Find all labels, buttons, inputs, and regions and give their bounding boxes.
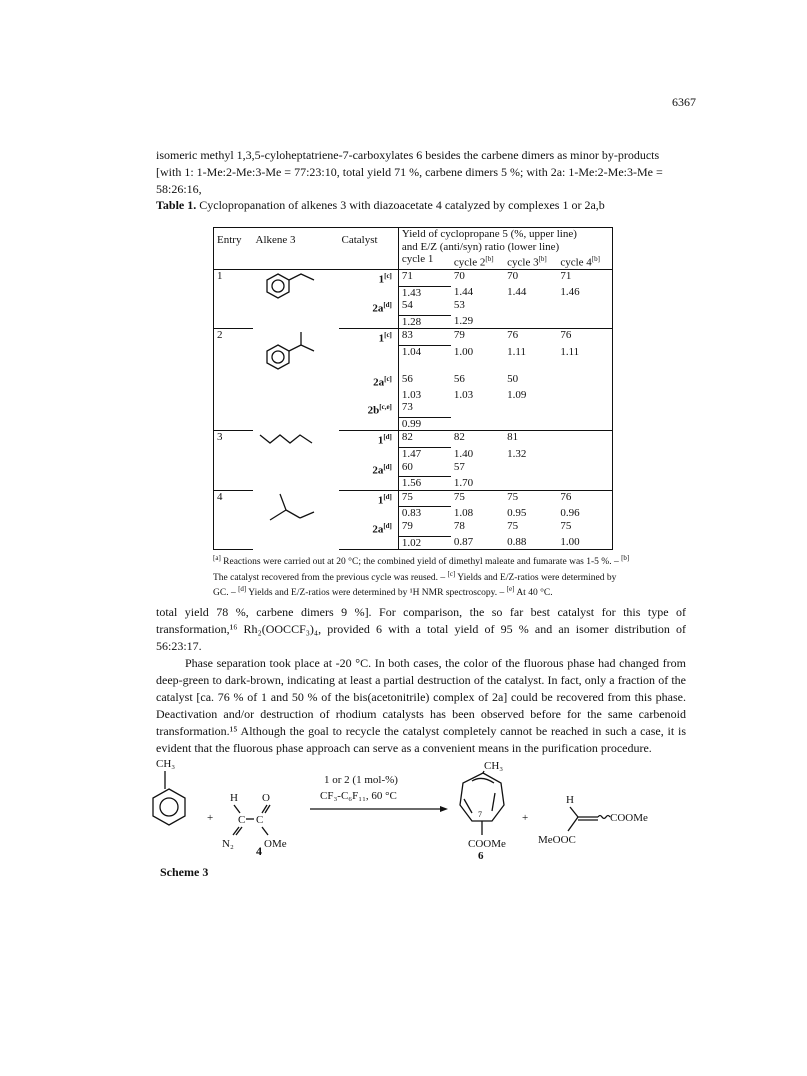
scheme-3-diagram	[150, 755, 670, 860]
plus-sign-1: +	[207, 812, 214, 824]
ratio-value: 0.87	[451, 536, 504, 550]
entry-number: 2	[214, 329, 253, 346]
hydrogen-label: H	[230, 792, 238, 804]
header-cycle-1: cycle 1	[398, 253, 451, 270]
yield-value: 83	[401, 329, 413, 342]
yield-value: 75	[453, 490, 465, 503]
header-yield-line2: and E/Z (anti/syn) ratio (lower line)	[398, 241, 612, 254]
header-cycle-2: cycle 2[b]	[451, 253, 504, 270]
condition-catalyst: 1 or 2 (1 mol-%)	[324, 774, 398, 786]
catalyst-label: 2a[d]	[339, 299, 399, 315]
yield-value: 70	[453, 270, 465, 283]
paragraph-1: isomeric methyl 1,3,5-cyloheptatriene-7-carboxylates 6 besides the carbene dimers as minor by-products [with 1: 1-Me:2-Me:3-Me = 77:23:10, total yield 71 %, carbene dimers 5 %; with 2a: 1-Me:2-Me:3-Me = 58:26:16,	[156, 148, 663, 196]
header-catalyst: Catalyst	[339, 228, 399, 254]
ratio-value: 1.32	[507, 447, 527, 460]
yield-value: 60	[401, 460, 413, 473]
table-footnotes: [a] Reactions were carried out at 20 °C; the combined yield of dimethyl maleate and fumarate was 1-5 %. – [b] The catalyst recovered from the previous cycle was reused. – [c] Yields and E/Z-ratios were determined by GC. – [d] Yields and E/Z-ratios were determined by ¹H NMR spectroscopy. – [e] At 40 °C.	[213, 554, 630, 599]
ratio-value: 1.70	[451, 477, 504, 491]
alkene-hexene	[253, 431, 339, 490]
yield-value: 71	[401, 270, 413, 283]
ratio-value: 0.96	[557, 507, 612, 520]
ratio-value: 1.00	[453, 345, 474, 358]
methylbutene-structure	[256, 490, 326, 530]
header-alkene: Alkene 3	[253, 228, 339, 254]
ratio-value: 1.11	[557, 346, 612, 359]
ratio-value: 1.00	[557, 536, 612, 550]
plus-sign-2: +	[522, 812, 529, 824]
arrow-head-icon	[440, 806, 448, 812]
table-row	[214, 490, 613, 507]
methyl-label: CH₃	[156, 758, 176, 770]
catalyst-label: 1[d]	[339, 431, 399, 448]
ratio-value: 1.40	[453, 447, 474, 460]
ratio-value: 1.29	[451, 315, 504, 329]
yield-value: 71	[557, 270, 612, 287]
table-row	[214, 431, 613, 448]
entry-number: 3	[214, 431, 253, 448]
yield-value: 76	[557, 490, 612, 507]
alkene-methylstyrene	[253, 329, 339, 431]
header-yield-line1: Yield of cyclopropane 5 (%, upper line)	[398, 228, 612, 241]
hexene-structure	[256, 431, 336, 451]
catalyst-label: 2b[c,e]	[339, 401, 399, 417]
ratio-value: 1.43	[398, 286, 451, 299]
ratio-value: 1.44	[453, 286, 474, 299]
compound-6-label: 6	[478, 850, 484, 860]
methoxy-label: OMe	[264, 838, 287, 850]
yield-value: 56	[453, 372, 465, 385]
diazo-label: N₂	[222, 838, 234, 850]
table-caption-label: Table 1.	[156, 198, 197, 212]
yield-value: 56	[401, 372, 413, 385]
yield-value: 75	[507, 490, 519, 503]
ratio-value: 0.99	[398, 417, 451, 431]
catalyst-label: 1[d]	[339, 490, 399, 507]
paragraph-2: total yield 78 %, carbene dimers 9 %]. For comparison, the so far best catalyst for this type of transformation,¹⁶ Rh₂(OOCCF₃)₄, provided 6 with a total yield of 95 % and an isomer distribution of 56:23:17.	[156, 605, 686, 653]
oxygen-label: O	[262, 792, 270, 804]
ratio-value: 0.83	[398, 507, 451, 520]
table-row	[214, 270, 613, 287]
table-caption	[156, 198, 605, 213]
catalyst-label: 2a[c]	[339, 373, 399, 389]
header-cycle-4: cycle 4[b]	[557, 253, 612, 270]
alpha-methylstyrene-structure	[256, 329, 326, 373]
styrene-structure	[256, 270, 326, 304]
catalyst-label: 2a[d]	[339, 520, 399, 536]
yield-value: 76	[507, 329, 519, 342]
yield-value: 76	[557, 329, 612, 346]
ester-label: COOMe	[610, 812, 648, 824]
yield-value: 79	[401, 519, 413, 532]
yield-value: 82	[453, 431, 465, 444]
ratio-value: 0.88	[504, 536, 557, 550]
ratio-value: 1.09	[507, 388, 527, 401]
catalyst-label: 2a[d]	[339, 461, 399, 477]
yield-value: 75	[557, 520, 612, 536]
compound-4-label: 4	[256, 844, 262, 858]
table-caption-text: Cyclopropanation of alkenes 3 with diazoacetate 4 catalyzed by complexes 1 or 2a,b	[196, 198, 605, 212]
cycloheptatriene-structure	[460, 760, 506, 860]
yield-value: 75	[507, 519, 519, 532]
yield-value: 50	[507, 372, 519, 385]
ratio-value: 1.02	[398, 536, 451, 550]
yield-value: 54	[401, 299, 413, 312]
yield-value: 70	[507, 270, 519, 283]
carbon-label: C	[238, 814, 246, 826]
ester-label: COOMe	[468, 838, 506, 850]
scheme-title: Scheme 3	[160, 865, 209, 879]
yield-value: 79	[453, 329, 465, 342]
hydrogen-label: H	[566, 794, 574, 806]
yield-value: 82	[401, 431, 413, 444]
alkene-styrene	[253, 270, 339, 329]
carbene-dimer-structure	[538, 794, 648, 846]
ratio-value: 1.04	[398, 346, 451, 359]
toluene-structure	[153, 758, 185, 825]
ratio-value: 1.11	[507, 345, 526, 358]
catalyst-label: 1[c]	[339, 270, 399, 287]
entry-number: 1	[214, 270, 253, 287]
ratio-value: 0.95	[507, 506, 527, 519]
alkene-dimethylbutene	[253, 490, 339, 549]
header-entry: Entry	[214, 228, 253, 254]
ratio-value: 1.03	[453, 388, 474, 401]
diazoacetate-structure	[222, 792, 287, 850]
table-row	[214, 329, 613, 346]
header-cycle-3: cycle 3[b]	[504, 253, 557, 270]
yield-value: 75	[401, 490, 413, 503]
yield-value: 78	[453, 519, 465, 532]
ratio-value: 1.44	[507, 286, 527, 299]
ratio-value: 1.56	[398, 477, 451, 491]
page-number: 6367	[672, 95, 696, 109]
position-7-label: 7	[478, 810, 482, 819]
carbon-label: C	[256, 814, 264, 826]
yield-value: 57	[453, 460, 465, 473]
ratio-value: 1.47	[398, 448, 451, 461]
yield-value: 53	[453, 299, 465, 312]
ratio-value: 1.28	[398, 315, 451, 329]
ester-label: MeOOC	[538, 834, 576, 846]
ratio-value: 1.46	[557, 286, 612, 299]
results-table	[213, 227, 613, 550]
paragraph-3: Phase separation took place at -20 °C. In both cases, the color of the fluorous phase had changed from deep-green to dark-brown, indicating at least a partial destruction of the catalyst. In fact, only a fraction of the catalyst [ca. 76 % of 1 and 50 % of the bis(acetonitrile) complex of 2a] could be recovered from this phase. Deactivation and/or destruction of rhodium catalysts has been observed before for the same carbenoid transformation.¹⁵ Although the goal to recycle the catalyst completely cannot be reached in such a case, it is evident that the fluorous phase approach can serve as a convenient means in the purification procedure.	[156, 656, 686, 755]
condition-solvent: CF₃-C₆F₁₁, 60 °C	[320, 790, 397, 802]
yield-value: 81	[507, 431, 519, 444]
methyl-label: CH₃	[484, 760, 504, 772]
yield-value: 73	[401, 401, 413, 414]
ratio-value: 1.08	[453, 506, 474, 519]
ratio-value: 1.03	[401, 388, 422, 401]
entry-number: 4	[214, 490, 253, 507]
catalyst-label: 1[c]	[339, 329, 399, 346]
